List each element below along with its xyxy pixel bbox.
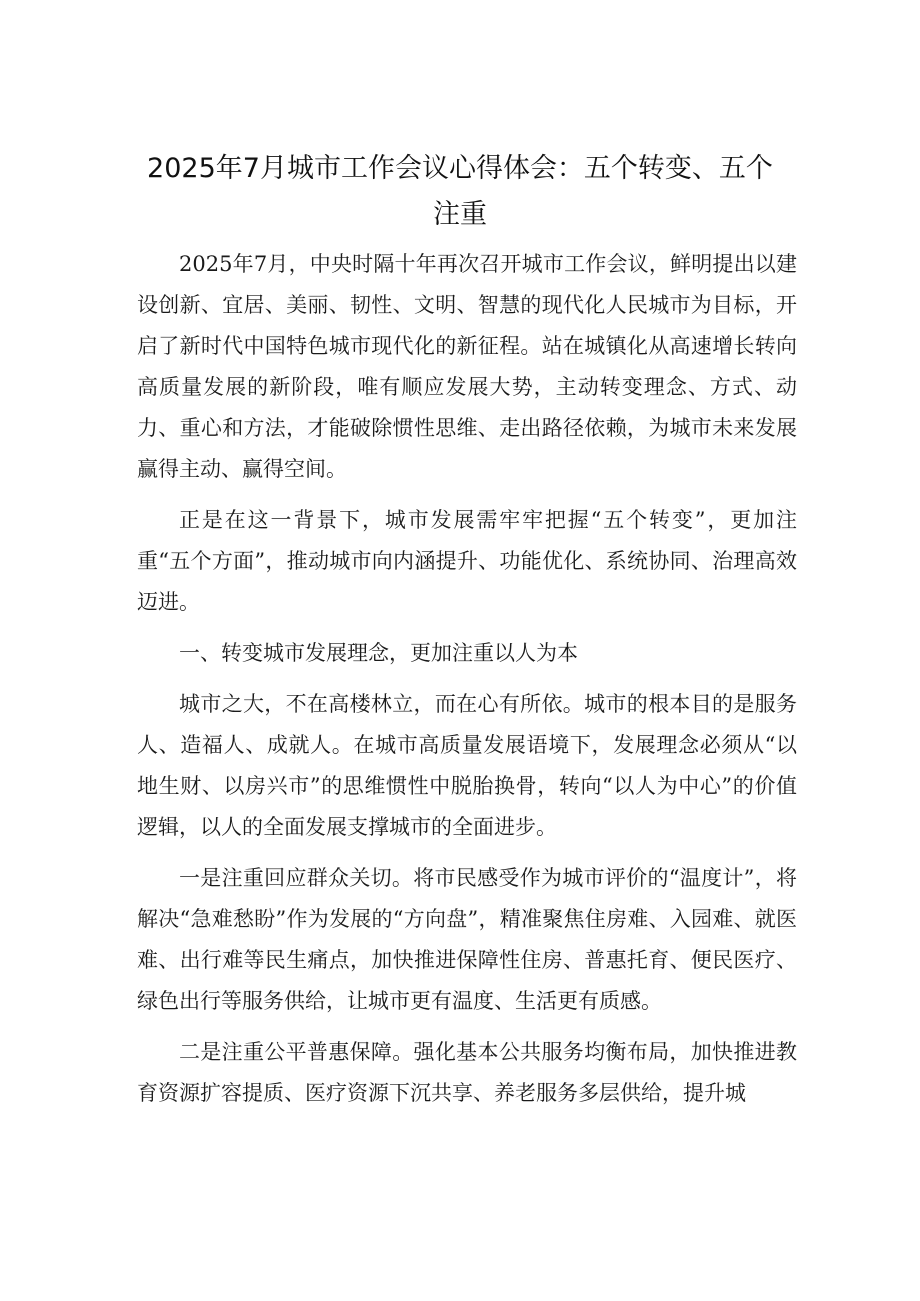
paragraph-section-1: 城市之大，不在高楼林立，而在心有所依。城市的根本目的是服务人、造福人、成就人。在城市高质量发展语境下，发展理念必须从“以地生财、以房兴市”的思维惯性中脱胎换骨，转向“以人为中心”的价值逻辑，以人的全面发展支撑城市的全面进步。 xyxy=(137,692,797,839)
section-heading-1: 一、转变城市发展理念，更加注重以人为本 xyxy=(179,641,578,665)
paragraph-background: 正是在这一背景下，城市发展需牢牢把握“五个转变”，更加注重“五个方面”，推动城市向内涵提升、功能优化、系统协同、治理高效迈进。 xyxy=(137,508,797,614)
paragraph-point-1: 一是注重回应群众关切。将市民感受作为城市评价的“温度计”，将解决“急难愁盼”作为发展的“方向盘”，精准聚焦住房难、入园难、就医难、出行难等民生痛点，加快推进保障性住房、普惠托育、便民医疗、绿色出行等服务供给，让城市更有温度、生活更有质感。 xyxy=(137,866,797,1013)
document-body xyxy=(137,244,797,1124)
title-line-2: 注重 xyxy=(433,199,487,231)
document-title xyxy=(120,146,800,238)
title-line-1: 2025年7月城市工作会议心得体会：五个转变、五个 xyxy=(147,153,773,185)
paragraph-point-2: 二是注重公平普惠保障。强化基本公共服务均衡布局，加快推进教育资源扩容提质、医疗资源下沉共享、养老服务多层供给，提升城 xyxy=(137,1040,797,1105)
paragraph-intro: 2025年7月，中央时隔十年再次召开城市工作会议，鲜明提出以建设创新、宜居、美丽、韧性、文明、智慧的现代化人民城市为目标，开启了新时代中国特色城市现代化的新征程。站在城镇化从高速增长转向高质量发展的新阶段，唯有顺应发展大势，主动转变理念、方式、动力、重心和方法，才能破除惯性思维、走出路径依赖，为城市未来发展赢得主动、赢得空间。 xyxy=(137,252,797,481)
